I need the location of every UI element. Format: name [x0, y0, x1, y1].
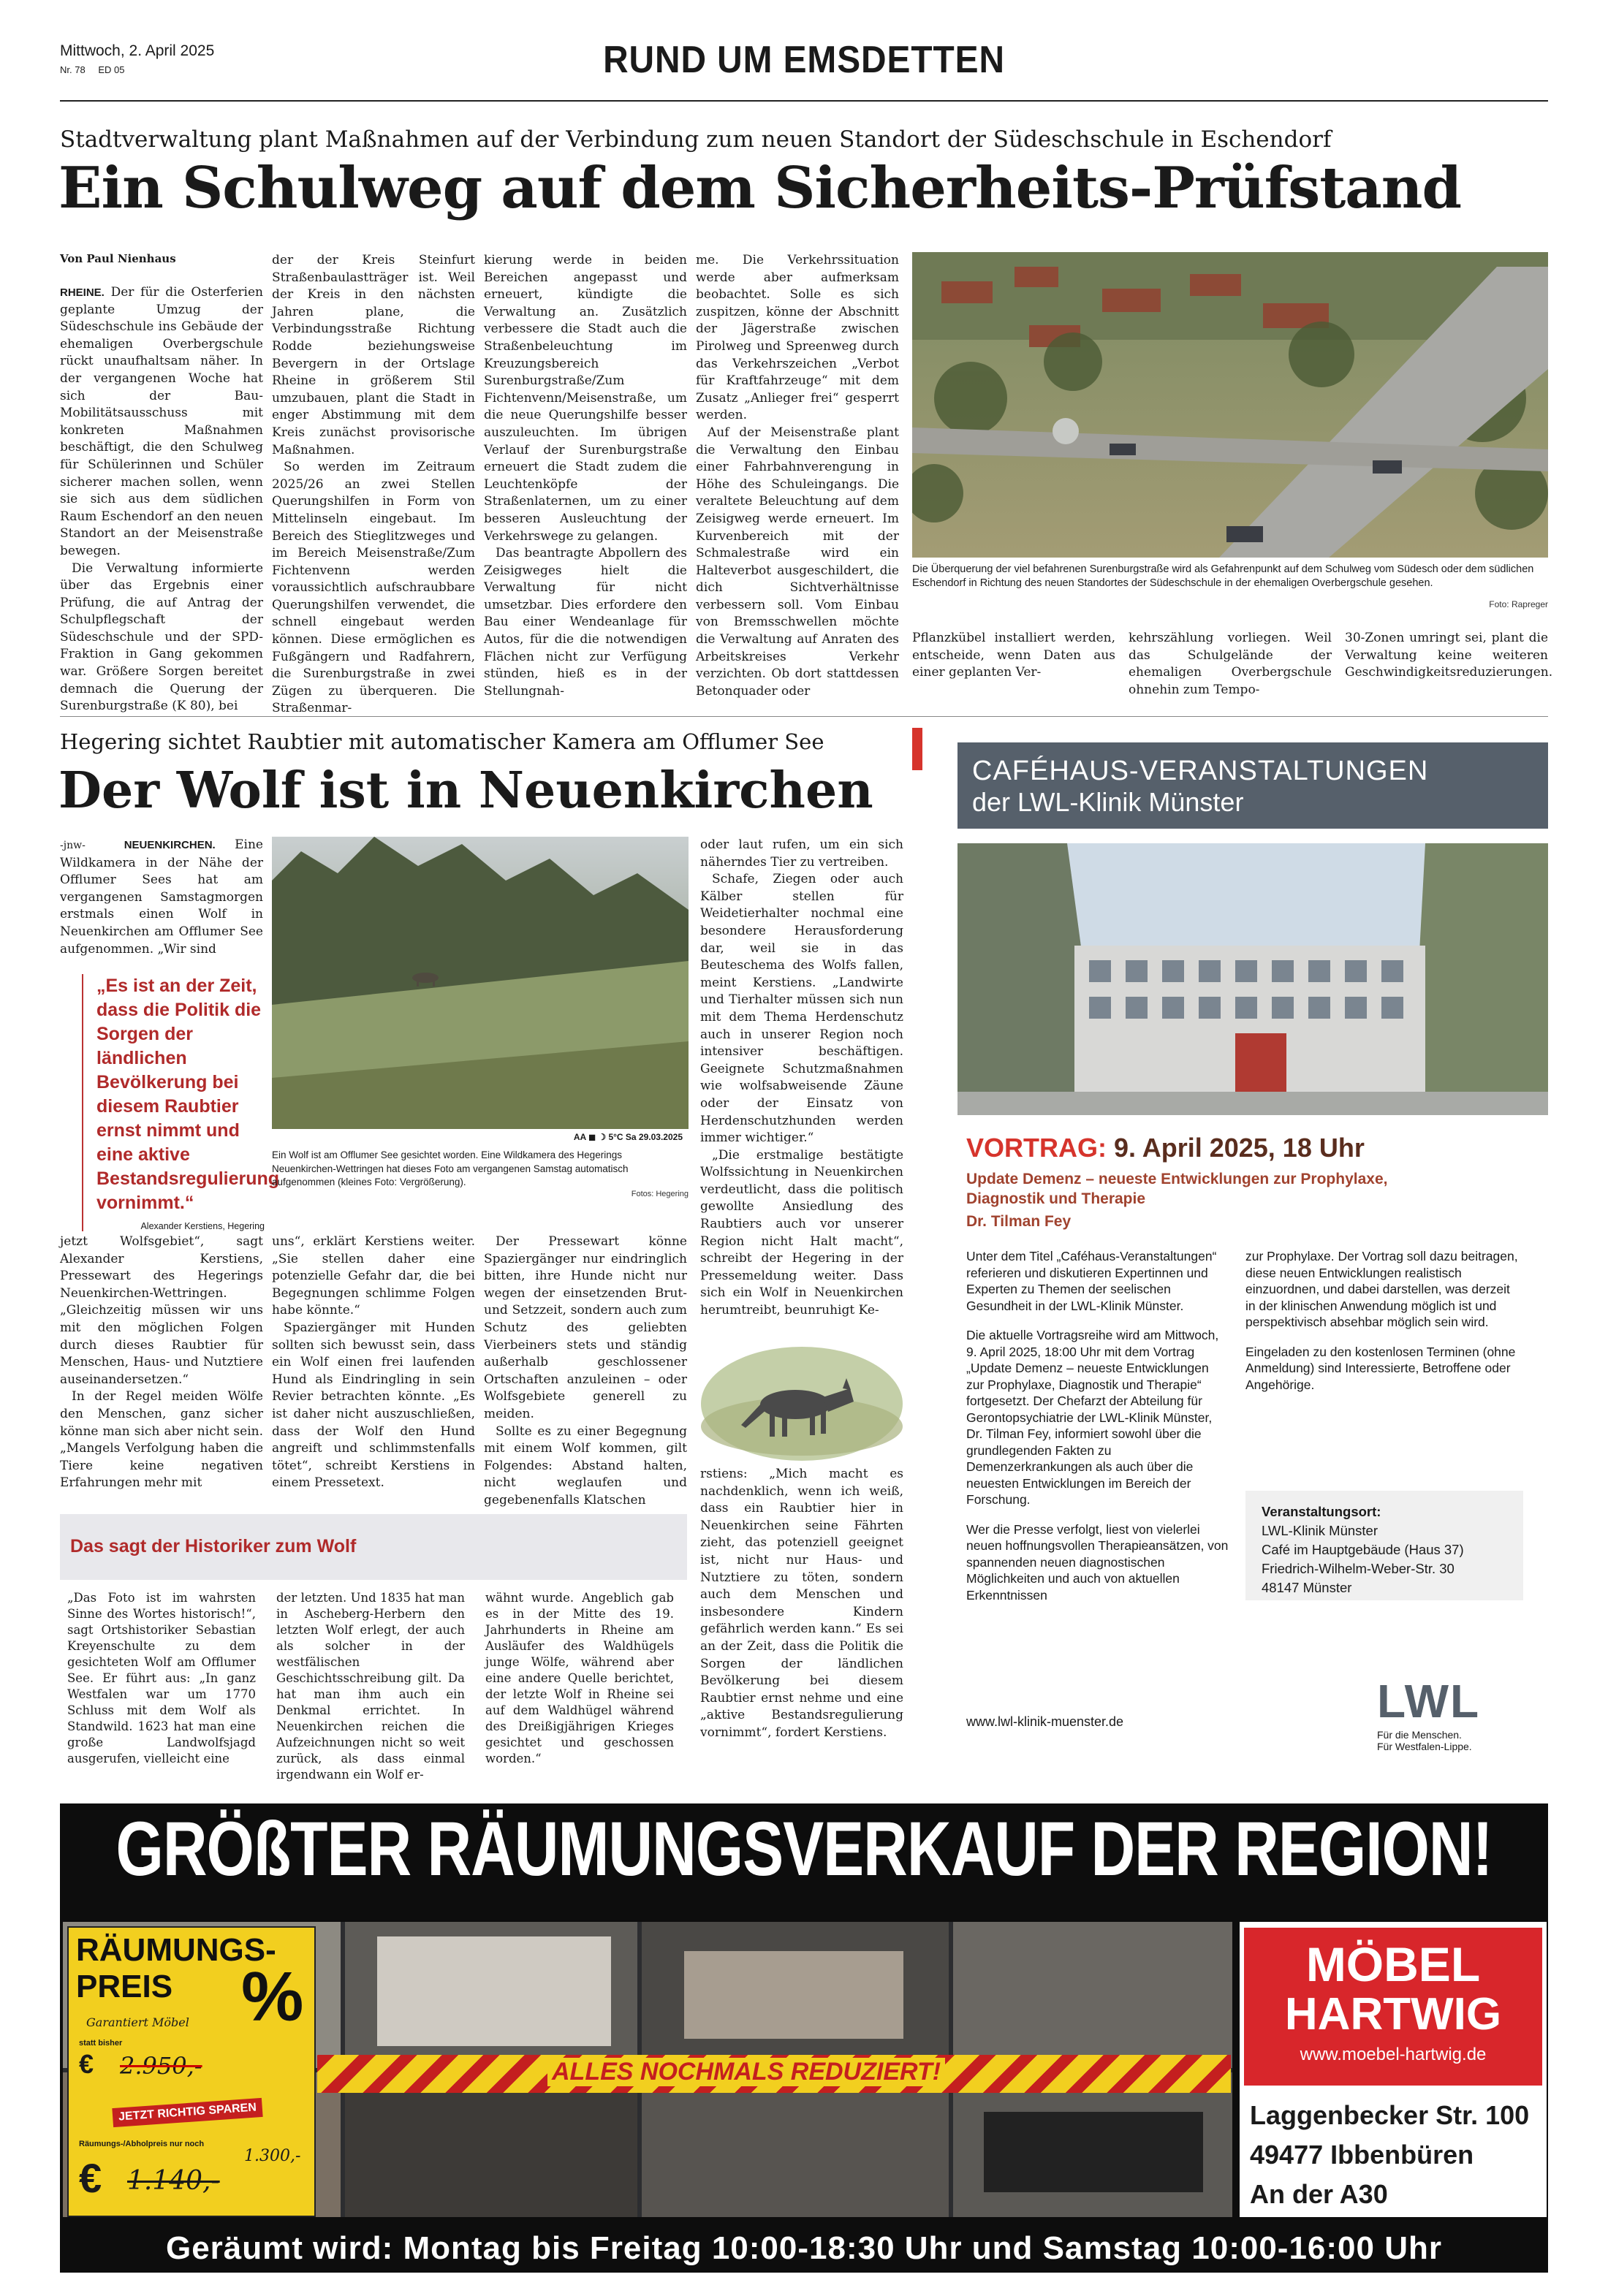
price-tag-label2: Räumungs-/Abholpreis nur noch — [79, 2140, 205, 2148]
lwl-venue-line2: Café im Hauptgebäude (Haus 37) — [1262, 1542, 1464, 1557]
price-tag-old: 2.950,- — [120, 2052, 202, 2080]
header-date: Mittwoch, 2. April 2025 — [60, 42, 215, 59]
price-tag-new: 1.300,- — [244, 2147, 301, 2165]
lwl-logo-tag1: Für die Menschen. — [1377, 1729, 1462, 1741]
article1-headline: Ein Schulweg auf dem Sicherheits-Prüfstand — [58, 155, 1462, 221]
article1-col2-text: der der Kreis Steinfurt Straßenbaulastträger ist. Weil der Kreis in den nächsten Jahren plane, die Verbindungsstraße Richtung Rodde beziehungsweise Bevergern in der Ortslage Rheine in größerem Stil umzubauen, plant die Stadt in enger Abstimmung mit dem Kreis zunächst provisorische Maßnahmen. — [272, 253, 475, 457]
address-line1: Laggenbecker Str. 100 — [1250, 2100, 1530, 2130]
opening-hours-bar — [60, 2223, 1548, 2273]
article2-col3 — [484, 1233, 687, 1510]
reduced-stripe-text: ALLES NOCHMALS REDUZIERT! — [547, 2058, 945, 2086]
historian-col3-text: wähnt wurde. Angeblich gab es in der Mitte des 19. Jahrhunderts in Rheine am Ausläufer des Waldhügels junge Wölfe, während aber eine andere Quelle berichtet, der letzte Wolf in Rheine sei auf dem Waldhügel während des Dreißigjährigen Krieges gesichtet und geschossen worden.“ — [485, 1591, 674, 1765]
wolf-photo-caption: Ein Wolf ist am Offlumer See gesichtet worden. Eine Wildkamera des Hegerings Neuenkirchen-Wettringen hat dieses Foto am vergangenen Samstag automatisch aufgenommen (kleines Foto: Vergrößerung). — [272, 1149, 629, 1187]
article2-lead-text: Eine Wildkamera in der Nähe der Offlumer Sees hat am vergangenen Samstagmorgen erstmals einen Wolf in Neuenkirchen am Offlumer See aufgenommen. „Wir sind — [60, 837, 263, 957]
price-tag-percent: % — [241, 1958, 304, 2036]
lwl-title-banner — [957, 742, 1548, 829]
article1-col2-text2: So werden im Zeitraum 2025/26 an zwei Stellen Querungshilfen in Form von Mittelinseln eingebaut. Im Bereich des Stieglitzweges und im Bereich Meisenstraße/Zum Fichtenvenn werden voraussichtlich aufschraubbare Querungshilfen verwendet, die schnell eingebaut werden können. Diese ermöglichen es Fußgängern und Radfahrern, die Surenburgstraße in zwei Zügen zu überqueren. Die Straßenmar- — [272, 460, 475, 716]
brand-name-1: MÖBEL — [1305, 1937, 1481, 1991]
lwl-talk-date: 9. April 2025, 18 Uhr — [1114, 1133, 1365, 1163]
price-tag-new-strike: 1.140,- — [127, 2166, 220, 2196]
furniture-ad — [60, 1803, 1548, 2273]
article-divider — [60, 716, 1548, 717]
price-tag-sparen: JETZT RICHTIG SPAREN — [112, 2098, 262, 2127]
pull-quote — [82, 974, 280, 1231]
lwl-venue-box — [1245, 1491, 1523, 1600]
article1-col3-text2: Das beantragte Abpollern des Zeisigweges hielt die Verwaltung für nicht umsetzbar. Dies erfordere den Bau einer Wendeanlage für Autos, für die die notwendigen Flächen nicht zur Verfügung stünden, hieß es in der Stellungnah- — [484, 546, 687, 699]
wolf-photo-credit: Fotos: Hegering — [631, 1190, 689, 1198]
article1-kicker: Stadtverwaltung plant Maßnahmen auf der Verbindung zum neuen Standort der Südeschschule in Eschendorf — [60, 126, 1332, 153]
price-tag-euro2: € — [79, 2155, 102, 2201]
lwl-body1: Unter dem Titel „Caféhaus-Veranstaltungen“ referieren und diskutieren Expertinnen und Experten zu Themen der seelischen Gesundheit in der LWL-Klinik Münster. — [966, 1249, 1217, 1313]
lwl-talk-heading — [966, 1133, 1365, 1163]
article1-col6-text: kehrszählung vorliegen. Weil das Schulgelände der ehemaligen Overbergschule ohnehin zum Tempo- — [1129, 631, 1332, 697]
brand-logo — [1244, 1928, 1542, 2086]
issue-number: Nr. 78 — [60, 64, 86, 75]
lwl-venue-line3: Friedrich-Wilhelm-Weber-Str. 30 — [1262, 1561, 1455, 1576]
brand-url[interactable]: www.moebel-hartwig.de — [1300, 2045, 1487, 2064]
article1-col5-text: Pflanzkübel installiert werden, entscheide, wenn Daten aus einer geplanten Ver- — [912, 631, 1115, 680]
article1-col1 — [60, 284, 263, 715]
article1-col7-text: 30-Zonen umringt sei, plant die Verwaltung keine weiteren Geschwindigkeitsreduzierungen. — [1345, 631, 1553, 680]
article2-col2-text2: Spaziergänger mit Hunden sollten sich bewusst sein, dass ein Wolf einen frei laufenden Hund als Eindringling in sein Revier betrachten könnte. „Es ist daher nicht auszuschließen, dass der Wolf den Hund angreift und schlimmstenfalls tötet“, schreibt Kerstiens in einem Pressetext. — [272, 1320, 475, 1491]
historian-col1 — [67, 1590, 256, 1767]
article2-col2 — [272, 1233, 475, 1492]
article2-col1-text: jetzt Wolfsgebiet“, sagt Alexander Kerstiens, Pressewart des Hegerings Neuenkirchen-Wettringen. „Gleichzeitig müssen wir uns mit den möglichen Folgen durch dieses Raubtier für Menschen, Haus- und Nutztiere auseinandersetzen.“ — [60, 1234, 263, 1387]
article1-photo-caption: Die Überquerung der viel befahrenen Surenburgstraße wird als Gefahrenpunkt auf dem Schulweg vom Südesch oder dem südlichen Eschendorf in Richtung des neuen Standortes der Südeschschule in der ehemaligen Overbergschule gesehen. — [912, 563, 1534, 589]
lwl-body3: Wer die Presse verfolgt, liest von vielerlei neuen hoffnungsvollen Therapieansätzen, von spannenden neuen diagnostischen Möglichkeiten und auch von aktuellen Erkenntnissen — [966, 1521, 1229, 1603]
article2-col1 — [60, 1233, 263, 1492]
address-line3: An der A30 — [1250, 2179, 1388, 2209]
price-tag-note: Garantiert Möbel — [86, 2015, 189, 2029]
historian-col2 — [276, 1590, 465, 1783]
lwl-venue-line1: LWL-Klinik Münster — [1262, 1523, 1378, 1538]
header-rule — [60, 100, 1548, 102]
article1-col4 — [696, 252, 899, 700]
article2-kicker: Hegering sichtet Raubtier mit automatischer Kamera am Offlumer See — [60, 729, 824, 754]
article2-col4-text: oder laut rufen, um ein sich näherndes Tier zu vertreiben. — [700, 837, 903, 870]
article1-col4-text: me. Die Verkehrssituation werde aber aufmerksam beobachtet. Solle es sich zuspitzen, könne der Abschnitt der Jägerstraße zwischen Pirolweg und Spreenweg durch das Verkehrszeichen „Verbot für Kraftfahrzeuge“ mit dem Zusatz „Anlieger frei“ gesperrt werden. — [696, 253, 899, 423]
price-tag — [67, 1926, 316, 2217]
lwl-title-line2: der LWL-Klinik Münster — [972, 787, 1244, 817]
article1-col1-text: Der für die Osterferien geplante Umzug der Südeschschule ins Gebäude der ehemaligen Overbergschule rückt unaufhaltsam näher. In der vergangenen Woche hat sich der Bau- Mobilitätsausschuss mit konkreten Maßnahmen beschäftigt, die den Schulweg für Schülerinnen und Schüler sicherer machen sollen, wenn sie sich aus dem südlichen Raum Eschendorf an den neuen Standort an der Meisenstraße bewegen. — [60, 285, 263, 558]
lwl-logo — [1377, 1675, 1523, 1752]
lwl-talk-label: VORTRAG: — [966, 1133, 1107, 1163]
article1-col6 — [1129, 630, 1332, 699]
lwl-speaker: Dr. Tilman Fey — [966, 1213, 1072, 1230]
historian-col2-text: der letzten. Und 1835 hat man in Ascheberg-Herbern den letzten Wolf erlegt, der auch als solcher in der westfälischen Geschichtsschreibung gilt. Da hat man ihm auch ein Denkmal errichtet. In Neuenkirchen reichen die Aufzeichnungen nicht so weit zurück, als dass einmal irgendwann ein Wolf er- — [276, 1591, 465, 1782]
article1-col7 — [1345, 630, 1553, 682]
article1-col5 — [912, 630, 1115, 682]
pull-quote-text: „Es ist an der Zeit, dass die Politik die Sorgen der ländlichen Bevölkerung bei diesem Raubtier ernst nimmt und eine aktive Bestandsregulierung vornimmt.“ — [96, 976, 280, 1213]
opening-hours: Geräumt wird: Montag bis Freitag 10:00-18:30 Uhr und Samstag 10:00-16:00 Uhr — [165, 2230, 1442, 2266]
lwl-body-col2 — [1245, 1248, 1523, 1393]
wolf-closeup — [700, 1346, 903, 1461]
dateline: RHEINE. — [60, 286, 105, 299]
lwl-ad — [912, 728, 1548, 1777]
lwl-body-col1 — [966, 1248, 1229, 1603]
article1-col2 — [272, 252, 475, 718]
article1-photo — [912, 252, 1548, 558]
lwl-logo-text: LWL — [1377, 1675, 1481, 1727]
article2-col1-text2: In der Regel meiden Wölfe den Menschen, ganz sicher könne man sich aber nicht sein. „Mangels Verfolgung haben die Tiere keine negativen Erfahrungen mehr mit — [60, 1389, 263, 1491]
author-tag: -jnw- — [60, 840, 86, 851]
article2-col3-text2: Sollte es zu einer Begegnung mit einem Wolf kommen, gilt Folgendes: Abstand halten, nicht weglaufen und gegebenenfalls Klatschen — [484, 1423, 687, 1508]
lwl-accent-bar — [912, 728, 922, 770]
lwl-subtitle: Update Demenz – neueste Entwicklungen zur Prophylaxe, Diagnostik und Therapie — [966, 1171, 1388, 1207]
lwl-body5: Eingeladen zu den kostenlosen Terminen (ohne Anmeldung) sind Interessierte, Betroffene oder Angehörige. — [1245, 1344, 1516, 1392]
lwl-venue-line4: 48147 Münster — [1262, 1580, 1352, 1595]
article2-headline: Der Wolf ist in Neuenkirchen — [58, 761, 873, 820]
article1-col1-text2: Die Verwaltung informierte über das Ergebnis einer Prüfung, die auf Antrag der Schulpflegschaft der Südeschschule und der SPD-Fraktion in Gang gekommen war. Größere Sorgen bereitet demnach die Querung der Surenburgstraße (K 80), bei — [60, 560, 263, 714]
article2-col4d-text: rstiens: „Mich macht es nachdenklich, wenn ich weiß, dass ein Raubtier hier in Neuenkirchen seine Fährten zieht, das potenziell geeignet ist, nicht nur Haus- und Nutztiere zu töten, sondern auch dem Menschen und insbesondere Kindern gefährlich werden kann.“ Es sei an der Zeit, dass die Politik die Sorgen der ländlichen Bevölkerung bei diesem Raubtier ernst nehme und eine „aktive Bestandsregulierung vornimmt“, fordert Kerstiens. — [700, 1467, 903, 1740]
article2-col2-text: uns“, erklärt Kerstiens weiter. „Sie stellen daher eine potenzielle Gefahr dar, die bei Begegnungen schlimme Folgen habe könnte.“ — [272, 1234, 475, 1318]
reduced-stripe — [317, 2055, 1231, 2093]
article1-byline: Von Paul Nienhaus — [60, 252, 176, 265]
price-tag-title: RÄUMUNGS-PREIS — [76, 1932, 276, 2004]
furniture-headline: GRÖßTER RÄUMUNGSVERKAUF DER REGION! — [115, 1806, 1493, 1892]
article1-col3 — [484, 252, 687, 700]
article2-col4-text2: Schafe, Ziegen oder auch Kälber stellen für Weidetierhalter nochmal eine besondere Herausforderung dar, weil sie in das Beuteschema des Wolfs fallen, meint Kerstiens. „Landwirte und Tierhalter müssen sich nun mit dem Thema Herdenschutz auch in unserer Region noch intensiver beschäftigen. Geeignete Schutzmaßnahmen wie wolfsabweisende Zäune oder der Einsatz von Herdenschutzhunden werden immer wichtiger.“ — [700, 872, 903, 1146]
pull-quote-author: Alexander Kerstiens, Hegering — [140, 1221, 265, 1231]
address-line2: 49477 Ibbenbüren — [1250, 2140, 1474, 2170]
lwl-venue-label: Veranstaltungsort: — [1262, 1504, 1381, 1519]
section-title: RUND UM EMSDETTEN — [603, 39, 1005, 81]
article1-col3-text: kierung werde in beiden Bereichen angepasst und erneuert, kündigte die Verwaltung an. Zusätzlich verbessere die Stadt auch die Straßenbeleuchtung im Kreuzungsbereich Surenburgstraße/Zum Fichtenvenn/Meisenstraße, um die neue Querungshilfe besser auszuleuchten. Im übrigen Verlauf der Surenburgstraße erneuert die Stadt zudem die Leuchtenköpfe der Straßenlaternen, um zu einer besseren Ausleuchtung der Verkehrswege zu gelangen. — [484, 253, 687, 544]
wolf-photo — [272, 837, 689, 1144]
price-tag-euro1: € — [79, 2049, 94, 2079]
brand-address — [1250, 2096, 1529, 2214]
lwl-body2: Die aktuelle Vortragsreihe wird am Mittwoch, 9. April 2025, 18:00 Uhr mit dem Vortrag „Update Demenz – neueste Entwicklungen zur Prophylaxe, Diagnostik und Therapie“ fortgesetzt. Der Chefarzt der Abteilung für Gerontopsychiatrie der LWL-Klinik Münster, Dr. Tilman Fey, informiert sowohl über die grundlegenden Fakten zu Demenzerkrankungen als auch über die neuesten Entwicklungen im Bereich der Forschung. — [966, 1328, 1219, 1507]
historian-col1-text: „Das Foto ist im wahrsten Sinne des Wortes historisch!“, sagt Ortshistoriker Sebastian Kreyenschulte zu dem gesichteten Wolf am Offlumer See. Er führt aus: „In ganz Westfalen war um 1770 Schluss mit dem Wolf als Standwild. 1623 hat man eine große Landwolfsjagd ausgerufen, vielleicht eine — [67, 1591, 256, 1765]
lwl-logo-tag2: Für Westfalen-Lippe. — [1377, 1741, 1472, 1752]
brand-box — [1240, 1922, 1547, 2217]
historian-col3 — [485, 1590, 674, 1767]
historian-box — [60, 1514, 687, 1580]
brand-name-2: HARTWIG — [1284, 1989, 1502, 2040]
lwl-building-photo — [957, 843, 1548, 1115]
article1-col4-text2: Auf der Meisenstraße plant die Verwaltung den Einbau einer Fahrbahnverengung in Höhe des Schuleingangs. Die veraltete Beleuchtung auf dem Zeisigweg werde erneuert. Im Kurvenbereich mit der Schmalestraße wird ein Halteverbot ausgeschildert, die dich Sichtverhältnisse verbessern soll. Vom Einbau von Bremsschwellen möchte die Verwaltung auf Anraten des Arbeitskreises Verkehr verzichten. Ob dort stattdessen Betonquader oder — [696, 425, 899, 699]
dateline: NEUENKIRCHEN. — [124, 839, 216, 851]
article2-col4 — [700, 837, 903, 1320]
lwl-url[interactable]: www.lwl-klinik-muenster.de — [966, 1714, 1124, 1729]
article2-lead — [60, 837, 263, 958]
edition-code: ED 05 — [98, 64, 125, 75]
camera-stamp: AA ◼ ☽ 5°C Sa 29.03.2025 — [573, 1132, 683, 1142]
lwl-body4: zur Prophylaxe. Der Vortrag soll dazu beitragen, diese neuen Entwicklungen realistisch einzuordnen, und dabei darstellen, was derzeit in der klinischen Anwendung möglich ist und perspektivisch absehbar möglich sein wird. — [1245, 1249, 1518, 1329]
article1-photo-credit: Foto: Rapreger — [1489, 599, 1548, 609]
lwl-title-line1: CAFÉHAUS-VERANSTALTUNGEN — [972, 756, 1429, 786]
historian-box-title: Das sagt der Historiker zum Wolf — [70, 1536, 357, 1556]
price-tag-label1: statt bisher — [79, 2039, 123, 2048]
article2-col4d — [700, 1466, 903, 1742]
article2-col3-text: Der Pressewart könne Spaziergänger nur eindringlich bitten, ihre Hunde nicht nur wegen der einsetzenden Brut- und Setzzeit, sondern auch zum Schutz des geliebten Vierbeiners stets und ständig außerhalb geschlossener Ortschaften anzuleinen – oder Wolfsgebiete generell zu meiden. — [484, 1234, 687, 1421]
article2-col4-text3: „Die erstmalige bestätigte Wolfssichtung in Neuenkirchen verdeutlicht, dass die politisch gewollte Ansiedlung des Raubtiers auch vor unserer Region nicht Halt macht“, schreibt der Hegering in der Pressemeldung weiter. Dass sich ein Wolf in Neuenkirchen herumtreibt, beunruhigt Ke- — [700, 1147, 903, 1318]
